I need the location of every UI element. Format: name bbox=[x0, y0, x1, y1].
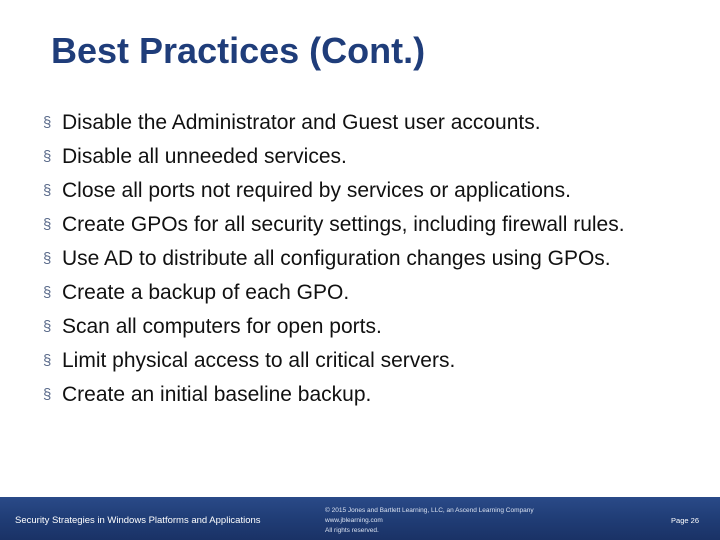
bullet-marker-icon: § bbox=[43, 284, 52, 301]
bullet-text: Create an initial baseline backup. bbox=[62, 383, 372, 406]
bullet-text: Limit physical access to all critical servers. bbox=[62, 349, 456, 372]
bullet-marker-icon: § bbox=[43, 148, 52, 165]
bullet-text: Scan all computers for open ports. bbox=[62, 315, 382, 338]
bullet-marker-icon: § bbox=[43, 318, 52, 335]
bullet-text: Use AD to distribute all configuration changes using GPOs. bbox=[62, 247, 611, 270]
bullet-item bbox=[43, 243, 683, 275]
bullet-text: Create GPOs for all security settings, including firewall rules. bbox=[62, 213, 625, 236]
bullet-item bbox=[43, 379, 683, 411]
bullet-marker-icon: § bbox=[43, 386, 52, 403]
bullet-text: Disable the Administrator and Guest user accounts. bbox=[62, 111, 541, 134]
bullet-item bbox=[43, 107, 683, 139]
footer-copyright bbox=[325, 506, 534, 536]
bullet-marker-icon: § bbox=[43, 114, 52, 131]
bullet-marker-icon: § bbox=[43, 182, 52, 199]
bullet-text: Disable all unneeded services. bbox=[62, 145, 347, 168]
footer-bar bbox=[0, 497, 720, 540]
bullet-text: Close all ports not required by services or applications. bbox=[62, 179, 571, 202]
bullet-marker-icon: § bbox=[43, 216, 52, 233]
bullet-text: Create a backup of each GPO. bbox=[62, 281, 350, 304]
bullet-item bbox=[43, 141, 683, 173]
copyright-line: © 2015 Jones and Bartlett Learning, LLC, an Ascend Learning Company bbox=[325, 507, 534, 514]
bullet-item bbox=[43, 277, 683, 309]
bullet-list bbox=[43, 107, 683, 413]
slide-title: Best Practices (Cont.) bbox=[51, 30, 426, 71]
bullet-item bbox=[43, 209, 683, 241]
bullet-marker-icon: § bbox=[43, 250, 52, 267]
bullet-marker-icon: § bbox=[43, 352, 52, 369]
bullet-item bbox=[43, 311, 683, 343]
publisher-url: www.jblearning.com bbox=[325, 517, 383, 524]
rights-notice: All rights reserved. bbox=[325, 527, 379, 534]
footer-course-title: Security Strategies in Windows Platforms and Applications bbox=[15, 515, 261, 526]
bullet-item bbox=[43, 345, 683, 377]
page-number: Page 26 bbox=[671, 516, 699, 525]
bullet-item bbox=[43, 175, 683, 207]
